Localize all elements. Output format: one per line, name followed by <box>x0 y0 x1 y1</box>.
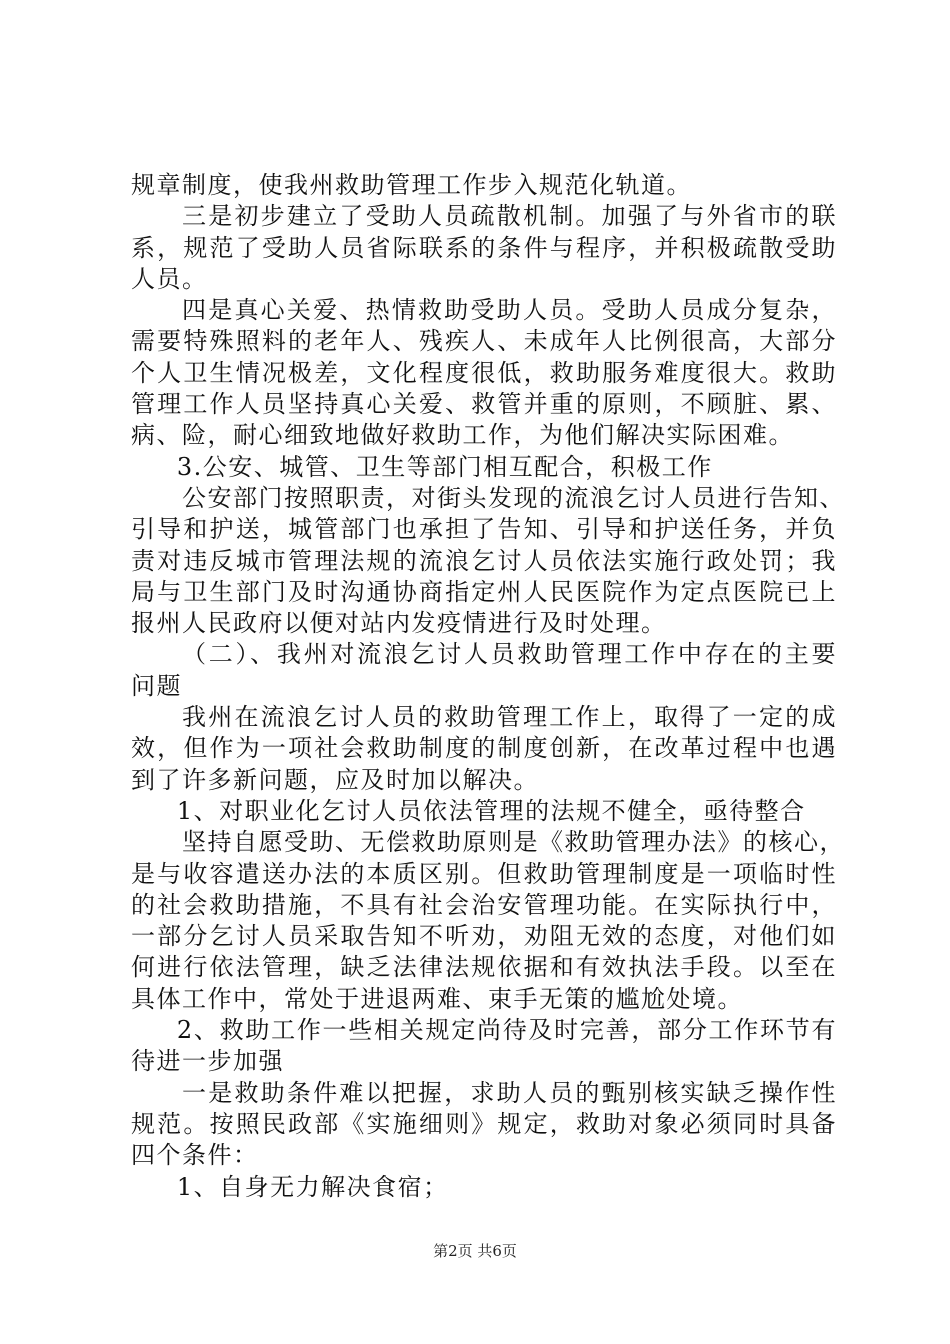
text-line: 人员。 <box>131 264 208 293</box>
text-line: 规章制度，使我州救助管理工作步入规范化轨道。 <box>131 171 692 199</box>
text-line: 需要特殊照料的老年人、残疾人、未成年人比例很高，大部分 <box>131 327 837 356</box>
text-line: 公安部门按照职责，对街头发现的流浪乞讨人员进行告知、 <box>182 483 845 512</box>
text-line: 引导和护送，城管部门也承担了告知、引导和护送任务，并负 <box>131 515 837 544</box>
text-line: 1、对职业化乞讨人员依法管理的法规不健全，亟待整合 <box>176 796 806 825</box>
text-line: 四个条件： <box>131 1141 259 1170</box>
text-line: 报州人民政府以便对站内发疫情进行及时处理。 <box>131 609 667 638</box>
text-line: 坚持自愿受助、无偿救助原则是《救助管理办法》的核心， <box>182 828 845 857</box>
text-line: 到了许多新问题，应及时加以解决。 <box>131 765 539 794</box>
text-line: 管理工作人员坚持真心关爱、救管并重的原则，不顾脏、累、 <box>131 390 837 419</box>
text-line: 3.公安、城管、卫生等部门相互配合，积极工作 <box>176 452 713 481</box>
text-line: 三是初步建立了受助人员疏散机制。加强了与外省市的联 <box>182 202 837 231</box>
text-line: 待进一步加强 <box>131 1047 284 1076</box>
page-footer: 第2页 共6页 <box>433 1242 517 1260</box>
text-line: 效，但作为一项社会救助制度的制度创新，在改革过程中也遇 <box>131 734 837 763</box>
text-line: 系，规范了受助人员省际联系的条件与程序，并积极疏散受助 <box>131 233 837 262</box>
text-line: 问题 <box>131 671 182 700</box>
text-line: 1、自身无力解决食宿； <box>176 1172 449 1201</box>
text-line: 四是真心关爱、热情救助受助人员。受助人员成分复杂， <box>182 296 837 325</box>
text-line: 个人卫生情况极差，文化程度很低，救助服务难度很大。救助 <box>131 358 837 387</box>
text-line: 何进行依法管理，缺乏法律法规依据和有效执法手段。以至在 <box>131 953 837 982</box>
text-line: 是与收容遣送办法的本质区别。但救助管理制度是一项临时性 <box>131 859 837 888</box>
text-line: 2、救助工作一些相关规定尚待及时完善，部分工作环节有 <box>176 1016 837 1045</box>
text-line: 的社会救助措施，不具有社会治安管理功能。在实际执行中， <box>131 890 837 919</box>
text-line: 规范。按照民政部《实施细则》规定，救助对象必须同时具备 <box>131 1109 837 1138</box>
text-line: 我州在流浪乞讨人员的救助管理工作上，取得了一定的成 <box>182 703 837 732</box>
text-line: 病、险，耐心细致地做好救助工作，为他们解决实际困难。 <box>131 421 794 450</box>
text-line: 局与卫生部门及时沟通协商指定州人民医院作为定点医院已上 <box>131 577 837 606</box>
text-line: 一部分乞讨人员采取告知不听劝，劝阻无效的态度，对他们如 <box>131 922 837 951</box>
text-line: 具体工作中，常处于进退两难、束手无策的尴尬处境。 <box>131 984 743 1013</box>
text-line: 一是救助条件难以把握，求助人员的甄别核实缺乏操作性 <box>182 1078 837 1107</box>
document-body <box>131 170 845 1203</box>
text-line: （二）、我州对流浪乞讨人员救助管理工作中存在的主要 <box>182 640 837 669</box>
text-line: 责对违反城市管理法规的流浪乞讨人员依法实施行政处罚；我 <box>131 546 837 575</box>
